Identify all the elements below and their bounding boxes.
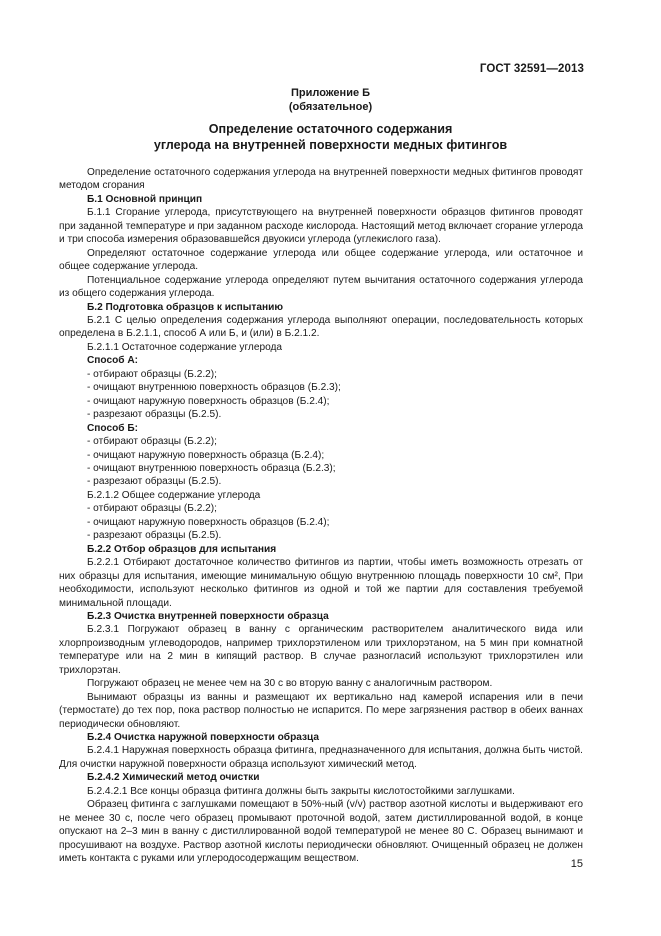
section-title-line-1: Определение остаточного содержания <box>208 122 453 136</box>
section-heading: Б.2.4.2 Химический метод очистки <box>87 772 260 784</box>
body-paragraph: Погружают образец не менее чем на 30 с во вторую ванну с аналогичным раствором. <box>87 678 493 690</box>
body-paragraph: Б.1.1 Сгорание углерода, присутствующего на внутренней поверхности образцов фитингов проводят при заданной температуре и при заданном расходе кислорода. Настоящий метод включает сгорание углерода и три способа измерения образовавшейся двуокиси углерода (углекислого газа). <box>59 207 583 246</box>
list-item: - отбирают образцы (Б.2.2); <box>87 503 217 515</box>
list-item: - разрезают образцы (Б.2.5). <box>87 530 222 542</box>
annex-status: (обязательное) <box>288 101 373 113</box>
list-item: - разрезают образцы (Б.2.5). <box>87 409 222 421</box>
section-heading: Способ А: <box>87 355 139 367</box>
body-paragraph: Вынимают образцы из ванны и размещают их вертикально над камерой испарения или в печи (термостате) до тех пор, пока раствор полностью не испарится. По мере загрязнения раствор в обеих ваннах периодически обновляют. <box>59 691 583 730</box>
section-title <box>0 121 661 153</box>
body-paragraph: Потенциальное содержание углерода определяют путем вычитания остаточного содержания углерода из общего содержания углерода. <box>59 274 583 300</box>
list-item: - очищают наружную поверхность образцов (Б.2.4); <box>87 516 330 528</box>
body-paragraph: Б.2.2.1 Отбирают достаточное количество фитингов из партии, чтобы иметь возможность отрезать от них образцы для испытания, имеющие минимальную общую внутреннюю площадь поверхности 10 см², При необходимости, используют несколько фитингов из одной и той же партии для составления требуемой минимальной площади. <box>59 557 583 609</box>
section-heading: Б.2.2 Отбор образцов для испытания <box>87 543 277 555</box>
body-paragraph: Определение остаточного содержания углерода на внутренней поверхности медных фитингов проводят методом сгорания <box>59 167 583 192</box>
body-paragraph: Образец фитинга с заглушками помещают в 50%-ный (v/v) раствор азотной кислоты и выдерживают его не менее 30 с, после чего образец промывают проточной водой, затем дистиллированной водой, в конце опускают на 2–3 мин в ванну с дистиллированной водой температурой не менее 80 С. Образец вынимают и просушивают на воздухе. Раствор азотной кислоты периодически обновляют. Очищенный образец не должен иметь контакта с руками или углеродосодержащим веществом. <box>59 799 583 865</box>
document-body <box>59 166 583 866</box>
body-paragraph: Б.2.4.1 Наружная поверхность образца фитинга, предназначенного для испытания, должна быть чистой. Для очистки наружной поверхности образца используют химический метод. <box>59 745 583 770</box>
section-heading: Б.2 Подготовка образцов к испытанию <box>87 301 283 313</box>
section-heading: Б.2.4 Очистка наружной поверхности образца <box>87 732 320 744</box>
list-item: - очищают наружную поверхность образцов (Б.2.4); <box>87 395 330 407</box>
list-item: Б.2.1.1 Остаточное содержание углерода <box>87 341 283 353</box>
body-paragraph: Б.2.4.2.1 Все концы образца фитинга должны быть закрыты кислотостойкими заглушками. <box>87 785 515 797</box>
list-item: - очищают наружную поверхность образца (Б.2.4); <box>87 449 325 461</box>
body-paragraph: Б.2.1 С целью определения содержания углерода выполняют операции, последовательность которых определена в Б.2.1.1, способ А или Б, и (или) в Б.2.1.2. <box>59 314 583 340</box>
page-number: 15 <box>570 858 583 870</box>
list-item: Б.2.1.2 Общее содержание углерода <box>87 489 261 501</box>
list-item: - разрезают образцы (Б.2.5). <box>87 476 222 488</box>
section-heading: Способ Б: <box>87 422 139 434</box>
body-paragraph: Определяют остаточное содержание углерода или общее содержание углерода, или остаточное и общее содержание углерода. <box>59 247 583 273</box>
list-item: - отбирают образцы (Б.2.2); <box>87 368 217 380</box>
body-paragraph: Б.2.3.1 Погружают образец в ванну с органическим растворителем аналитического вида или хлорпроизводным углеводородов, например трихлорэтиленом или трихлорэтаном, на 5 мин при комнатной температуре или на 2 мин в кипящий раствор. В случае разногласий используют трихлорэтилен или трихлорэтан. <box>59 624 583 676</box>
list-item: - отбирают образцы (Б.2.2); <box>87 436 217 448</box>
list-item: - очищают внутреннюю поверхность образца (Б.2.3); <box>87 462 336 474</box>
section-heading: Б.2.3 Очистка внутренней поверхности образца <box>87 610 329 622</box>
standard-code: ГОСТ 32591—2013 <box>479 63 584 75</box>
section-heading: Б.1 Основной принцип <box>87 193 203 205</box>
annex-title: Приложение Б <box>290 87 371 99</box>
list-item: - очищают внутреннюю поверхность образцов (Б.2.3); <box>87 382 341 394</box>
section-title-line-2: углерода на внутренней поверхности медных фитингов <box>153 138 508 152</box>
